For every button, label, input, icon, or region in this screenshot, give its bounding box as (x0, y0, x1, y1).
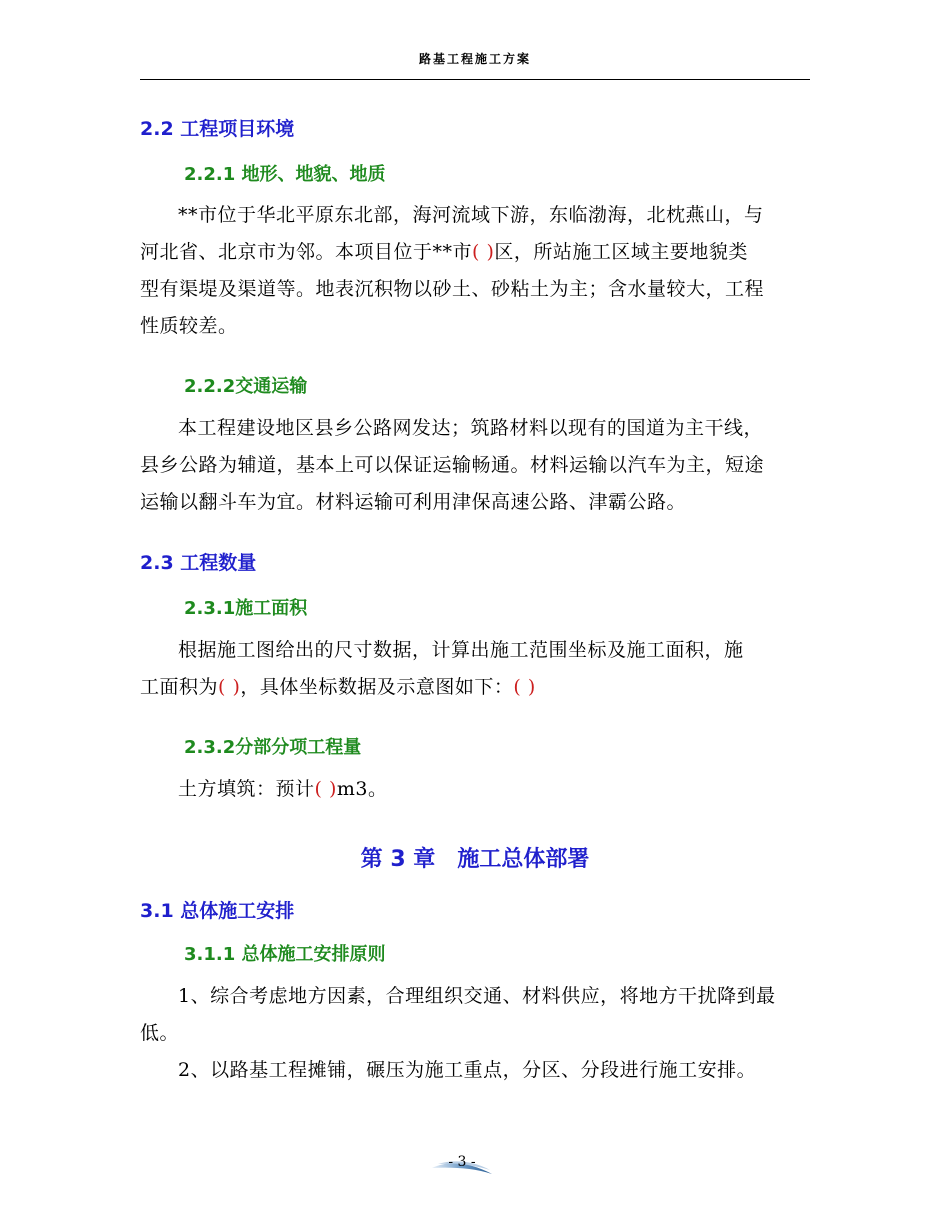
body-line: 运输以翻斗车为宜。材料运输可利用津保高速公路、津霸公路。 (140, 491, 687, 513)
section-2-2-2-body (140, 410, 810, 521)
running-header: 路基工程施工方案 (418, 52, 531, 66)
body-line (140, 234, 810, 271)
section-3-1-1-body (140, 978, 810, 1089)
section-2-3-1-body (140, 632, 810, 706)
section-2-2-heading: 2.2 工程项目环境 (140, 118, 295, 140)
section-2-2-2-heading: 2.2.2交通运输 (184, 376, 308, 397)
section-2-3-2-heading: 2.3.2分部分项工程量 (184, 737, 362, 758)
section-2-3-1-heading: 2.3.1施工面积 (184, 598, 308, 619)
body-line: 性质较差。 (140, 315, 238, 337)
header-rule (140, 79, 810, 80)
section-2-2-1-heading: 2.2.1 地形、地貌、地质 (184, 164, 386, 185)
chapter-name: 施工总体部署 (457, 847, 590, 872)
body-line (140, 771, 810, 808)
section-2-2-1-body (140, 197, 810, 345)
blank-placeholder: ( ) (218, 676, 241, 698)
body-line: **市位于华北平原东北部，海河流域下游，东临渤海，北枕燕山，与 (178, 204, 764, 226)
section-3-1-1-heading: 3.1.1 总体施工安排原则 (184, 944, 386, 965)
body-line: 2、以路基工程摊铺，碾压为施工重点，分区、分段进行施工安排。 (178, 1059, 757, 1081)
page-footer (430, 1150, 500, 1180)
body-text: 河北省、北京市为邻。本项目位于**市 (140, 241, 473, 263)
section-3-1-heading: 3.1 总体施工安排 (140, 900, 295, 922)
body-line: 低。 (140, 1022, 180, 1044)
body-line: 县乡公路为辅道，基本上可以保证运输畅通。材料运输以汽车为主，短途 (140, 454, 765, 476)
chapter-number: 第 3 章 (360, 847, 436, 872)
body-line: 1、综合考虑地方因素，合理组织交通、材料供应，将地方干扰降到最 (178, 985, 776, 1007)
body-text: 土方填筑：预计 (178, 778, 315, 800)
blank-placeholder: ( ) (314, 778, 337, 800)
body-text: m3。 (336, 778, 388, 800)
body-line (140, 669, 810, 706)
blank-placeholder: ( ) (513, 676, 536, 698)
body-line: 型有渠堤及渠道等。地表沉积物以砂土、砂粘土为主；含水量较大，工程 (140, 278, 765, 300)
body-line: 根据施工图给出的尺寸数据，计算出施工范围坐标及施工面积，施 (178, 639, 744, 661)
body-text: 工面积为 (140, 676, 219, 698)
page-number: - 3 - (448, 1154, 476, 1170)
body-text: ，具体坐标数据及示意图如下： (240, 676, 514, 698)
body-text: 区，所站施工区域主要地貌类 (494, 241, 748, 263)
chapter-3-title (140, 842, 810, 873)
section-2-3-heading: 2.3 工程数量 (140, 552, 257, 574)
blank-placeholder: ( ) (472, 241, 495, 263)
section-2-3-2-body (140, 771, 810, 808)
body-line: 本工程建设地区县乡公路网发达；筑路材料以现有的国道为主干线， (178, 417, 764, 439)
